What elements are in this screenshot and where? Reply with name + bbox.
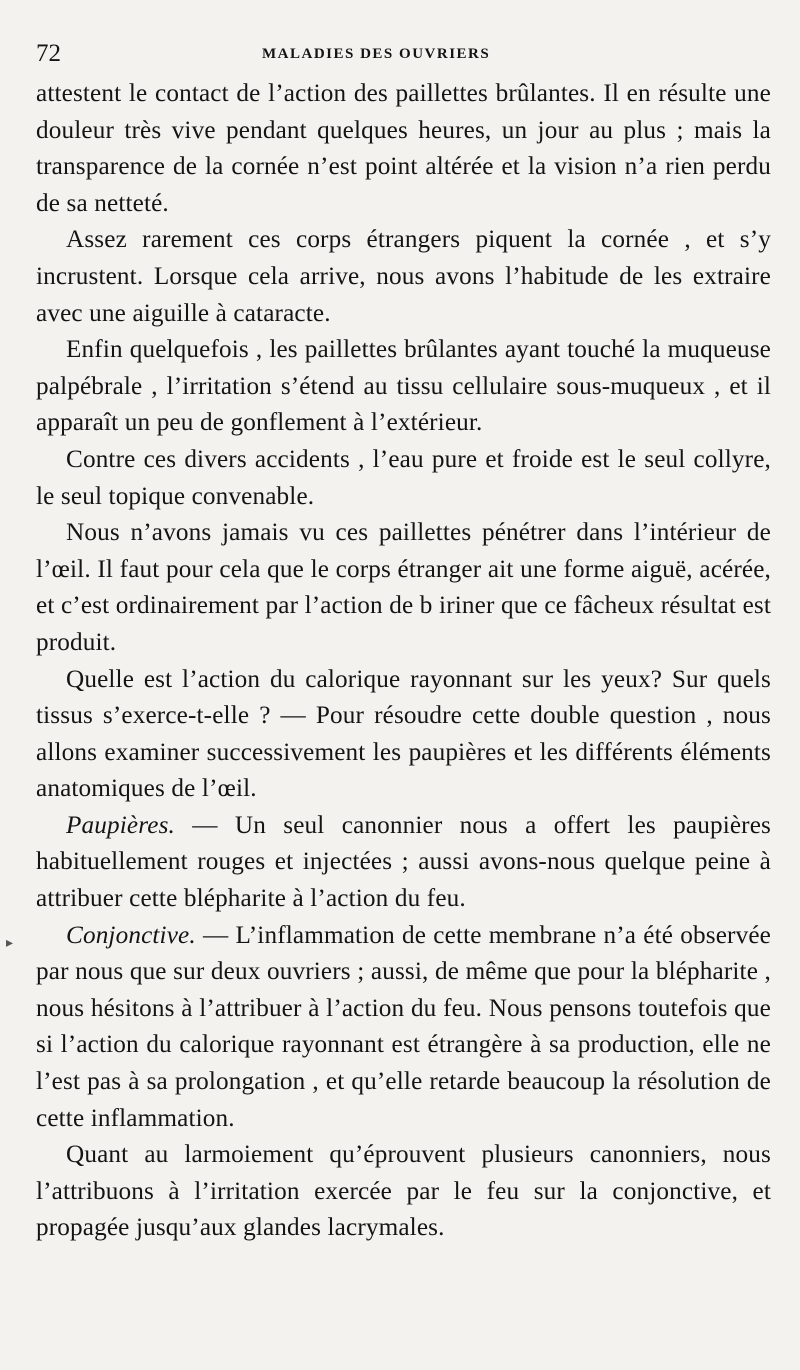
paragraph-text: Quant au larmoiement qu’éprouvent plusieurs canonniers, nous l’attribuons à l’irritation exercée par le feu sur la conjonctive, et propagée jusqu’aux glandes lacrymales. bbox=[36, 1141, 771, 1242]
paragraph-text: Enfin quelquefois , les paillettes brûlantes ayant touché la muqueuse palpébrale , l’irritation s’étend au tissu cellulaire sous-muqueux , et il apparaît un peu de gonflement à l’extérieur. bbox=[36, 336, 771, 437]
page-number: 72 bbox=[36, 40, 61, 67]
paragraph bbox=[36, 1137, 771, 1247]
running-head bbox=[36, 36, 771, 76]
paragraph-text: Contre ces divers accidents , l’eau pure et froide est le seul collyre, le seul topique convenable. bbox=[36, 445, 771, 510]
paragraph bbox=[36, 222, 771, 332]
section-heading: Conjonctive. bbox=[66, 921, 196, 949]
paragraph bbox=[36, 332, 771, 442]
paragraph bbox=[36, 662, 771, 808]
paragraph-text: attestent le contact de l’action des paillettes brûlantes. Il en résulte une douleur très vive pendant quelques heures, un jour au plus ; mais la transparence de la cornée n’est point altérée et la vision n’a rien perdu de sa netteté. bbox=[36, 80, 771, 217]
paragraph-text: Nous n’avons jamais vu ces paillettes pénétrer dans l’intérieur de l’œil. Il faut pour cela que le corps étranger ait une forme aiguë, acérée, et c’est ordinairement par l’action de b iriner que ce fâcheux résultat est produit. bbox=[36, 519, 771, 656]
paragraph-text: Quelle est l’action du calorique rayonnant sur les yeux? Sur quels tissus s’exerce-t-elle ? — Pour résoudre cette double question , nous allons examiner successivement les paupières et les différents éléments anatomiques de l’œil. bbox=[36, 665, 771, 803]
paragraph-text: Assez rarement ces corps étrangers piquent la cornée , et s’y incrustent. Lorsque cela arrive, nous avons l’habitude de les extraire avec une aiguille à cataracte. bbox=[36, 226, 771, 327]
paragraph bbox=[36, 76, 771, 222]
margin-mark: ▸ bbox=[6, 936, 14, 951]
running-title: MALADIES DES OUVRIERS bbox=[262, 46, 491, 62]
paragraph bbox=[36, 515, 771, 661]
body-text bbox=[36, 76, 771, 1247]
section-heading: Paupières. bbox=[66, 811, 175, 839]
paragraph-text: — L’inflammation de cette membrane n’a été observée par nous que sur deux ouvriers ; aussi, de même que pour la blépharite , nous hésitons à l’attribuer à l’action du feu. Nous pensons toutefois que si l’action du calorique rayonnant est étrangère à sa production, elle ne l’est pas à sa prolongation , et qu’elle retarde beaucoup la résolution de cette inflammation. bbox=[36, 921, 771, 1132]
paragraph-text: — Un seul canonnier nous a offert les paupières habituellement rouges et injectées ; aussi avons-nous quelque peine à attribuer cette blépharite à l’action du feu. bbox=[36, 811, 771, 913]
paragraph bbox=[36, 918, 771, 1138]
book-page bbox=[36, 36, 771, 1247]
paragraph bbox=[36, 442, 771, 515]
paragraph bbox=[36, 808, 771, 918]
